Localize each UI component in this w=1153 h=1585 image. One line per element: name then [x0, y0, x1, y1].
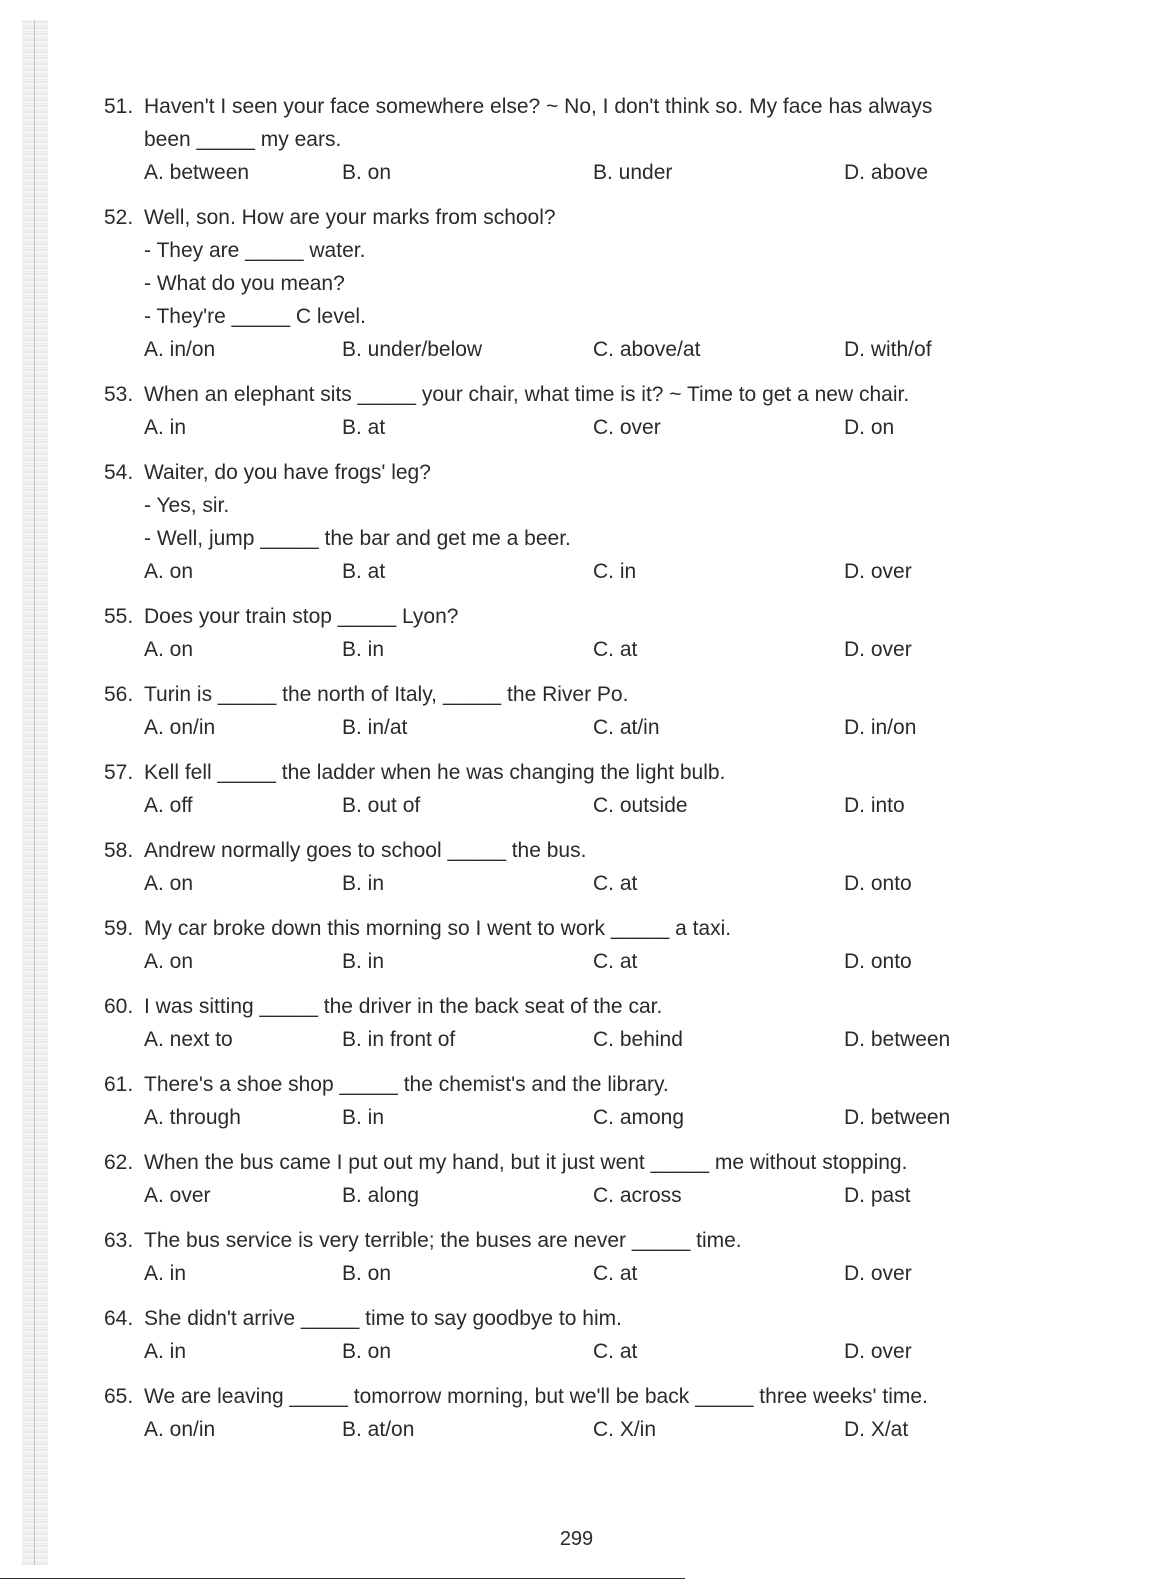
- question-text: When the bus came I put out my hand, but it just went _____ me without stopping.: [144, 1151, 908, 1174]
- question-item: [104, 600, 1054, 666]
- question-item: [104, 1146, 1054, 1212]
- question-item: [104, 1068, 1054, 1134]
- answer-option: A. on/in: [144, 716, 216, 739]
- bottom-rule: [0, 1578, 685, 1579]
- question-number: 62.: [104, 1151, 134, 1174]
- question-item: [104, 1224, 1054, 1290]
- answer-options: [104, 1257, 1054, 1290]
- question-head: [104, 1068, 1054, 1101]
- question-head: [104, 456, 1054, 489]
- answer-option: B. in: [342, 1106, 385, 1129]
- answer-option: B. at: [342, 416, 386, 439]
- question-item: [104, 378, 1054, 444]
- question-text: I was sitting _____ the driver in the back seat of the car.: [144, 995, 663, 1018]
- answer-option: A. in/on: [144, 338, 216, 361]
- question-head: [104, 990, 1054, 1023]
- question-head: [104, 90, 1054, 123]
- question-number: 60.: [104, 995, 134, 1018]
- question-number: 59.: [104, 917, 134, 940]
- question-head: [104, 912, 1054, 945]
- question-head: [104, 756, 1054, 789]
- answer-option: C. X/in: [593, 1418, 657, 1441]
- question-line: - What do you mean?: [144, 272, 345, 295]
- scan-edge-shadow: [22, 20, 48, 1565]
- question-item: [104, 201, 1054, 366]
- answer-options: [104, 1179, 1054, 1212]
- answer-option: B. in: [342, 638, 385, 661]
- question-head: [104, 600, 1054, 633]
- answer-option: B. in front of: [342, 1028, 456, 1051]
- answer-option: A. off: [144, 794, 193, 817]
- question-text: She didn't arrive _____ time to say goodbye to him.: [144, 1307, 622, 1330]
- question-head: [104, 1302, 1054, 1335]
- question-head: [104, 678, 1054, 711]
- answer-option: A. through: [144, 1106, 241, 1129]
- question-text: Well, son. How are your marks from school?: [144, 206, 556, 229]
- question-head: [104, 201, 1054, 234]
- answer-option: A. on: [144, 638, 194, 661]
- answer-option: B. in: [342, 950, 385, 973]
- question-head: [104, 834, 1054, 867]
- question-text: Andrew normally goes to school _____ the bus.: [144, 839, 587, 862]
- scan-edge-line: [34, 20, 35, 1565]
- answer-option: A. on: [144, 560, 194, 583]
- answer-option: D. with/of: [844, 338, 932, 361]
- answer-options: [104, 867, 1054, 900]
- answer-option: A. on/in: [144, 1418, 216, 1441]
- question-text: Turin is _____ the north of Italy, _____ the River Po.: [144, 683, 629, 706]
- answer-options: [104, 633, 1054, 666]
- answer-option: B. under: [593, 161, 673, 184]
- question-number: 58.: [104, 839, 134, 862]
- answer-option: C. at: [593, 1262, 638, 1285]
- question-line: - They are _____ water.: [144, 239, 366, 262]
- answer-options: [104, 945, 1054, 978]
- answer-option: D. over: [844, 1340, 912, 1363]
- answer-option: B. on: [342, 161, 392, 184]
- answer-options: [104, 1101, 1054, 1134]
- answer-option: C. in: [593, 560, 637, 583]
- answer-options: [104, 1413, 1054, 1446]
- question-number: 65.: [104, 1385, 134, 1408]
- question-head: [104, 1380, 1054, 1413]
- answer-option: A. on: [144, 872, 194, 895]
- answer-options: [104, 555, 1054, 588]
- answer-option: A. next to: [144, 1028, 233, 1051]
- question-item: [104, 1380, 1054, 1446]
- question-number: 61.: [104, 1073, 134, 1096]
- answer-option: B. at/on: [342, 1418, 415, 1441]
- answer-option: B. out of: [342, 794, 421, 817]
- question-number: 64.: [104, 1307, 134, 1330]
- answer-option: C. at: [593, 950, 638, 973]
- answer-option: D. onto: [844, 950, 912, 973]
- question-line: - Well, jump _____ the bar and get me a beer.: [144, 527, 571, 550]
- answer-option: D. between: [844, 1028, 951, 1051]
- question-number: 56.: [104, 683, 134, 706]
- question-item: [104, 90, 1054, 189]
- answer-option: B. in/at: [342, 716, 408, 739]
- question-head: [104, 1224, 1054, 1257]
- question-number: 51.: [104, 95, 134, 118]
- answer-options: [104, 1335, 1054, 1368]
- question-number: 53.: [104, 383, 134, 406]
- question-list: [104, 90, 1054, 1458]
- answer-option: D. over: [844, 638, 912, 661]
- answer-option: B. on: [342, 1340, 392, 1363]
- question-text: Kell fell _____ the ladder when he was changing the light bulb.: [144, 761, 726, 784]
- question-text: When an elephant sits _____ your chair, what time is it? ~ Time to get a new chair.: [144, 383, 910, 406]
- answer-option: C. at: [593, 638, 638, 661]
- question-number: 54.: [104, 461, 134, 484]
- answer-option: B. at: [342, 560, 386, 583]
- answer-option: B. along: [342, 1184, 420, 1207]
- question-line: been _____ my ears.: [144, 128, 342, 151]
- question-item: [104, 1302, 1054, 1368]
- answer-option: D. on: [844, 416, 895, 439]
- answer-option: C. among: [593, 1106, 685, 1129]
- answer-option: D. in/on: [844, 716, 917, 739]
- answer-option: D. X/at: [844, 1418, 909, 1441]
- question-text: Haven't I seen your face somewhere else? ~ No, I don't think so. My face has always: [144, 95, 933, 118]
- answer-option: A. between: [144, 161, 250, 184]
- answer-option: B. on: [342, 1262, 392, 1285]
- question-text: My car broke down this morning so I went to work _____ a taxi.: [144, 917, 732, 940]
- answer-option: D. between: [844, 1106, 951, 1129]
- question-text: Does your train stop _____ Lyon?: [144, 605, 459, 628]
- answer-option: A. in: [144, 1262, 187, 1285]
- question-number: 57.: [104, 761, 134, 784]
- answer-option: D. into: [844, 794, 905, 817]
- answer-options: [104, 411, 1054, 444]
- answer-option: C. at/in: [593, 716, 660, 739]
- answer-option: A. in: [144, 416, 187, 439]
- answer-options: [104, 156, 1054, 189]
- question-text: We are leaving _____ tomorrow morning, but we'll be back _____ three weeks' time.: [144, 1385, 928, 1408]
- question-item: [104, 456, 1054, 588]
- question-head: [104, 378, 1054, 411]
- answer-option: C. over: [593, 416, 661, 439]
- question-number: 55.: [104, 605, 134, 628]
- answer-options: [104, 1023, 1054, 1056]
- answer-option: C. at: [593, 1340, 638, 1363]
- answer-option: D. above: [844, 161, 929, 184]
- question-text: Waiter, do you have frogs' leg?: [144, 461, 431, 484]
- answer-option: C. outside: [593, 794, 688, 817]
- question-item: [104, 912, 1054, 978]
- question-item: [104, 756, 1054, 822]
- answer-option: C. above/at: [593, 338, 701, 361]
- answer-option: A. in: [144, 1340, 187, 1363]
- question-item: [104, 834, 1054, 900]
- question-text: There's a shoe shop _____ the chemist's and the library.: [144, 1073, 669, 1096]
- answer-option: C. at: [593, 872, 638, 895]
- answer-option: C. behind: [593, 1028, 683, 1051]
- question-line: - Yes, sir.: [144, 494, 230, 517]
- answer-option: D. over: [844, 1262, 912, 1285]
- answer-option: B. under/below: [342, 338, 483, 361]
- question-item: [104, 678, 1054, 744]
- answer-option: D. onto: [844, 872, 912, 895]
- answer-options: [104, 711, 1054, 744]
- question-number: 63.: [104, 1229, 134, 1252]
- answer-option: D. over: [844, 560, 912, 583]
- answer-option: A. over: [144, 1184, 211, 1207]
- question-number: 52.: [104, 206, 134, 229]
- answer-options: [104, 789, 1054, 822]
- answer-option: A. on: [144, 950, 194, 973]
- question-head: [104, 1146, 1054, 1179]
- question-text: The bus service is very terrible; the buses are never _____ time.: [144, 1229, 742, 1252]
- answer-option: B. in: [342, 872, 385, 895]
- page-number: 299: [559, 1528, 594, 1550]
- answer-options: [104, 333, 1054, 366]
- answer-option: C. across: [593, 1184, 682, 1207]
- question-item: [104, 990, 1054, 1056]
- question-line: - They're _____ C level.: [144, 305, 366, 328]
- answer-option: D. past: [844, 1184, 911, 1207]
